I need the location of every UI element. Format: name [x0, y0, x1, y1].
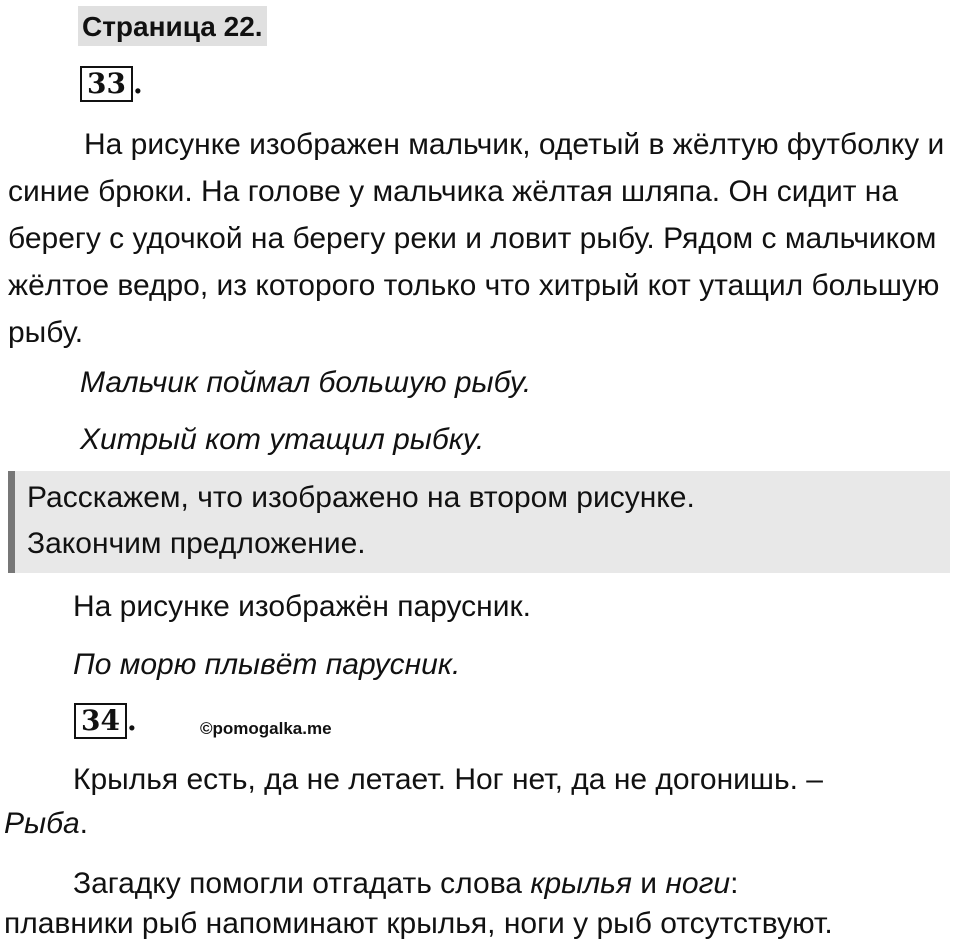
task-number-dot: .	[126, 704, 137, 737]
task33-sentence-1: Мальчик поймал большую рыбу.	[80, 366, 532, 399]
instruction-callout	[8, 471, 950, 573]
riddle-answer-period: .	[79, 807, 88, 840]
riddle-answer: Рыба	[4, 807, 80, 840]
task-number-dot: .	[132, 67, 143, 100]
task33-description: На рисунке изображен мальчик, одетый в жёлтую футболку и синие брюки. На голове у мальчика жёлтая шляпа. Он сидит на берегу с удочкой на берегу реки и ловит рыбу. Рядом с мальчиком жёлтое ведро, из которого только что хитрый кот утащил большую рыбу.	[8, 128, 945, 349]
explanation-line-2: плавники рыб напоминают крылья, ноги у рыб отсутствуют.	[4, 907, 833, 940]
page-title: Страница 22.	[78, 6, 267, 46]
task-number-box: 33	[80, 66, 133, 102]
explanation-colon: :	[730, 867, 739, 900]
word-and: и	[631, 867, 666, 900]
word-legs: ноги	[665, 867, 731, 900]
task33-sentence-3: По морю плывёт парусник.	[73, 648, 461, 681]
task-number-33	[80, 66, 143, 102]
callout-line-1: Расскажем, что изображено на втором рисунке.	[27, 481, 695, 514]
riddle-answer-line	[4, 804, 88, 844]
task-number-34	[74, 703, 137, 739]
riddle-text: Крылья есть, да не летает. Ног нет, да не догонишь. –	[73, 763, 823, 796]
picture-description: На рисунке изображён парусник.	[73, 590, 531, 623]
explanation-line-1	[73, 864, 738, 904]
word-wings: крылья	[530, 867, 632, 900]
task-number-box: 34	[74, 703, 127, 739]
explanation-start: Загадку помогли отгадать слова	[73, 867, 531, 900]
task33-sentence-2: Хитрый кот утащил рыбку.	[80, 423, 485, 456]
callout-line-2: Закончим предложение.	[27, 527, 366, 560]
watermark: ©pomogalka.me	[200, 719, 332, 738]
